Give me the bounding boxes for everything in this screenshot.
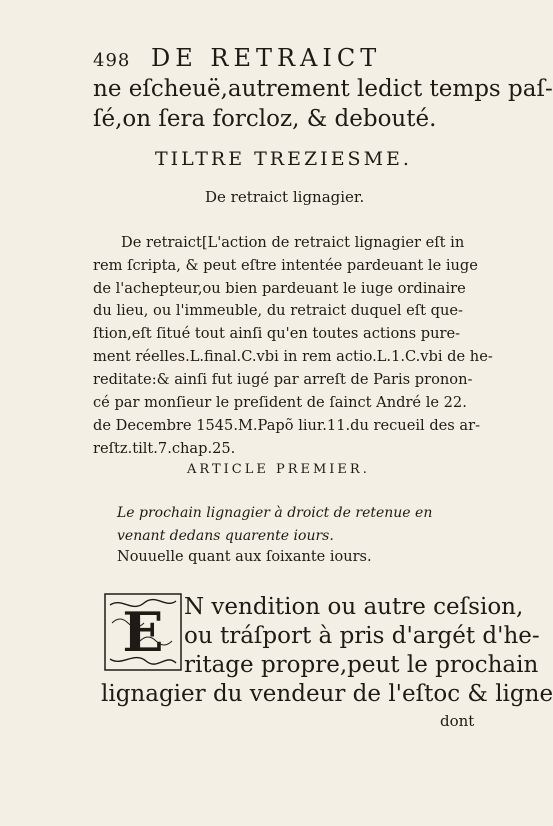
running-head: [93, 44, 381, 72]
running-title: DE RETRAICT: [151, 44, 382, 72]
drop-cap-initial: [104, 593, 182, 671]
opening-line-1: ne eſcheuë,autrement ledict temps paſ-: [93, 76, 553, 102]
opening-line-2: ſé,on ſera forcloz, & debouté.: [93, 106, 437, 132]
article-line: ou tráſport à pris d'argét d'he-: [184, 623, 540, 649]
article-line: N vendition ou autre ceſsion,: [184, 594, 524, 620]
paragraph-line: reſtz.tilt.7.chap.25.: [93, 440, 236, 457]
summary-line: Nouuelle quant aux ſoixante iours.: [117, 549, 372, 565]
paragraph-line: rem ſcripta, & peut eſtre intentée pardeuant le iuge: [93, 257, 478, 274]
paragraph-line: ment réelles.L.final.C.vbi in rem actio.L.1.C.vbi de he-: [93, 348, 493, 365]
paragraph-line: de Decembre 1545.M.Papõ liur.11.du recueil des ar-: [93, 417, 481, 434]
section-title: TILTRE TREZIESME.: [155, 148, 412, 170]
summary-line: venant dedans quarente iours.: [117, 528, 334, 544]
article-line: ritage propre,peut le prochain: [184, 652, 539, 678]
paragraph-line: cé par monſieur le preſident de ſainct André le 22.: [93, 394, 467, 411]
catchword: dont: [440, 712, 475, 730]
paragraph-line: de l'achepteur,ou bien pardeuant le iuge ordinaire: [93, 280, 466, 297]
article-heading: ARTICLE PREMIER.: [187, 462, 370, 477]
summary-line: Le prochain lignagier à droict de retenue en: [117, 505, 433, 521]
section-subtitle: De retraict lignagier.: [205, 188, 365, 206]
page-number: 498: [93, 50, 131, 71]
article-line: lignagier du vendeur de l'eſtoc & ligne: [101, 681, 553, 707]
paragraph-line: reditate:& ainſi fut iugé par arreſt de Paris pronon-: [93, 371, 473, 388]
svg-text:E: E: [122, 600, 164, 664]
paragraph-line: De retraict[L'action de retraict lignagier eſt in: [121, 234, 465, 251]
paragraph-line: du lieu, ou l'immeuble, du retraict duquel eſt que-: [93, 302, 463, 319]
paragraph-line: ſtion,eſt ſitué tout ainſi qu'en toutes actions pure-: [93, 325, 461, 342]
